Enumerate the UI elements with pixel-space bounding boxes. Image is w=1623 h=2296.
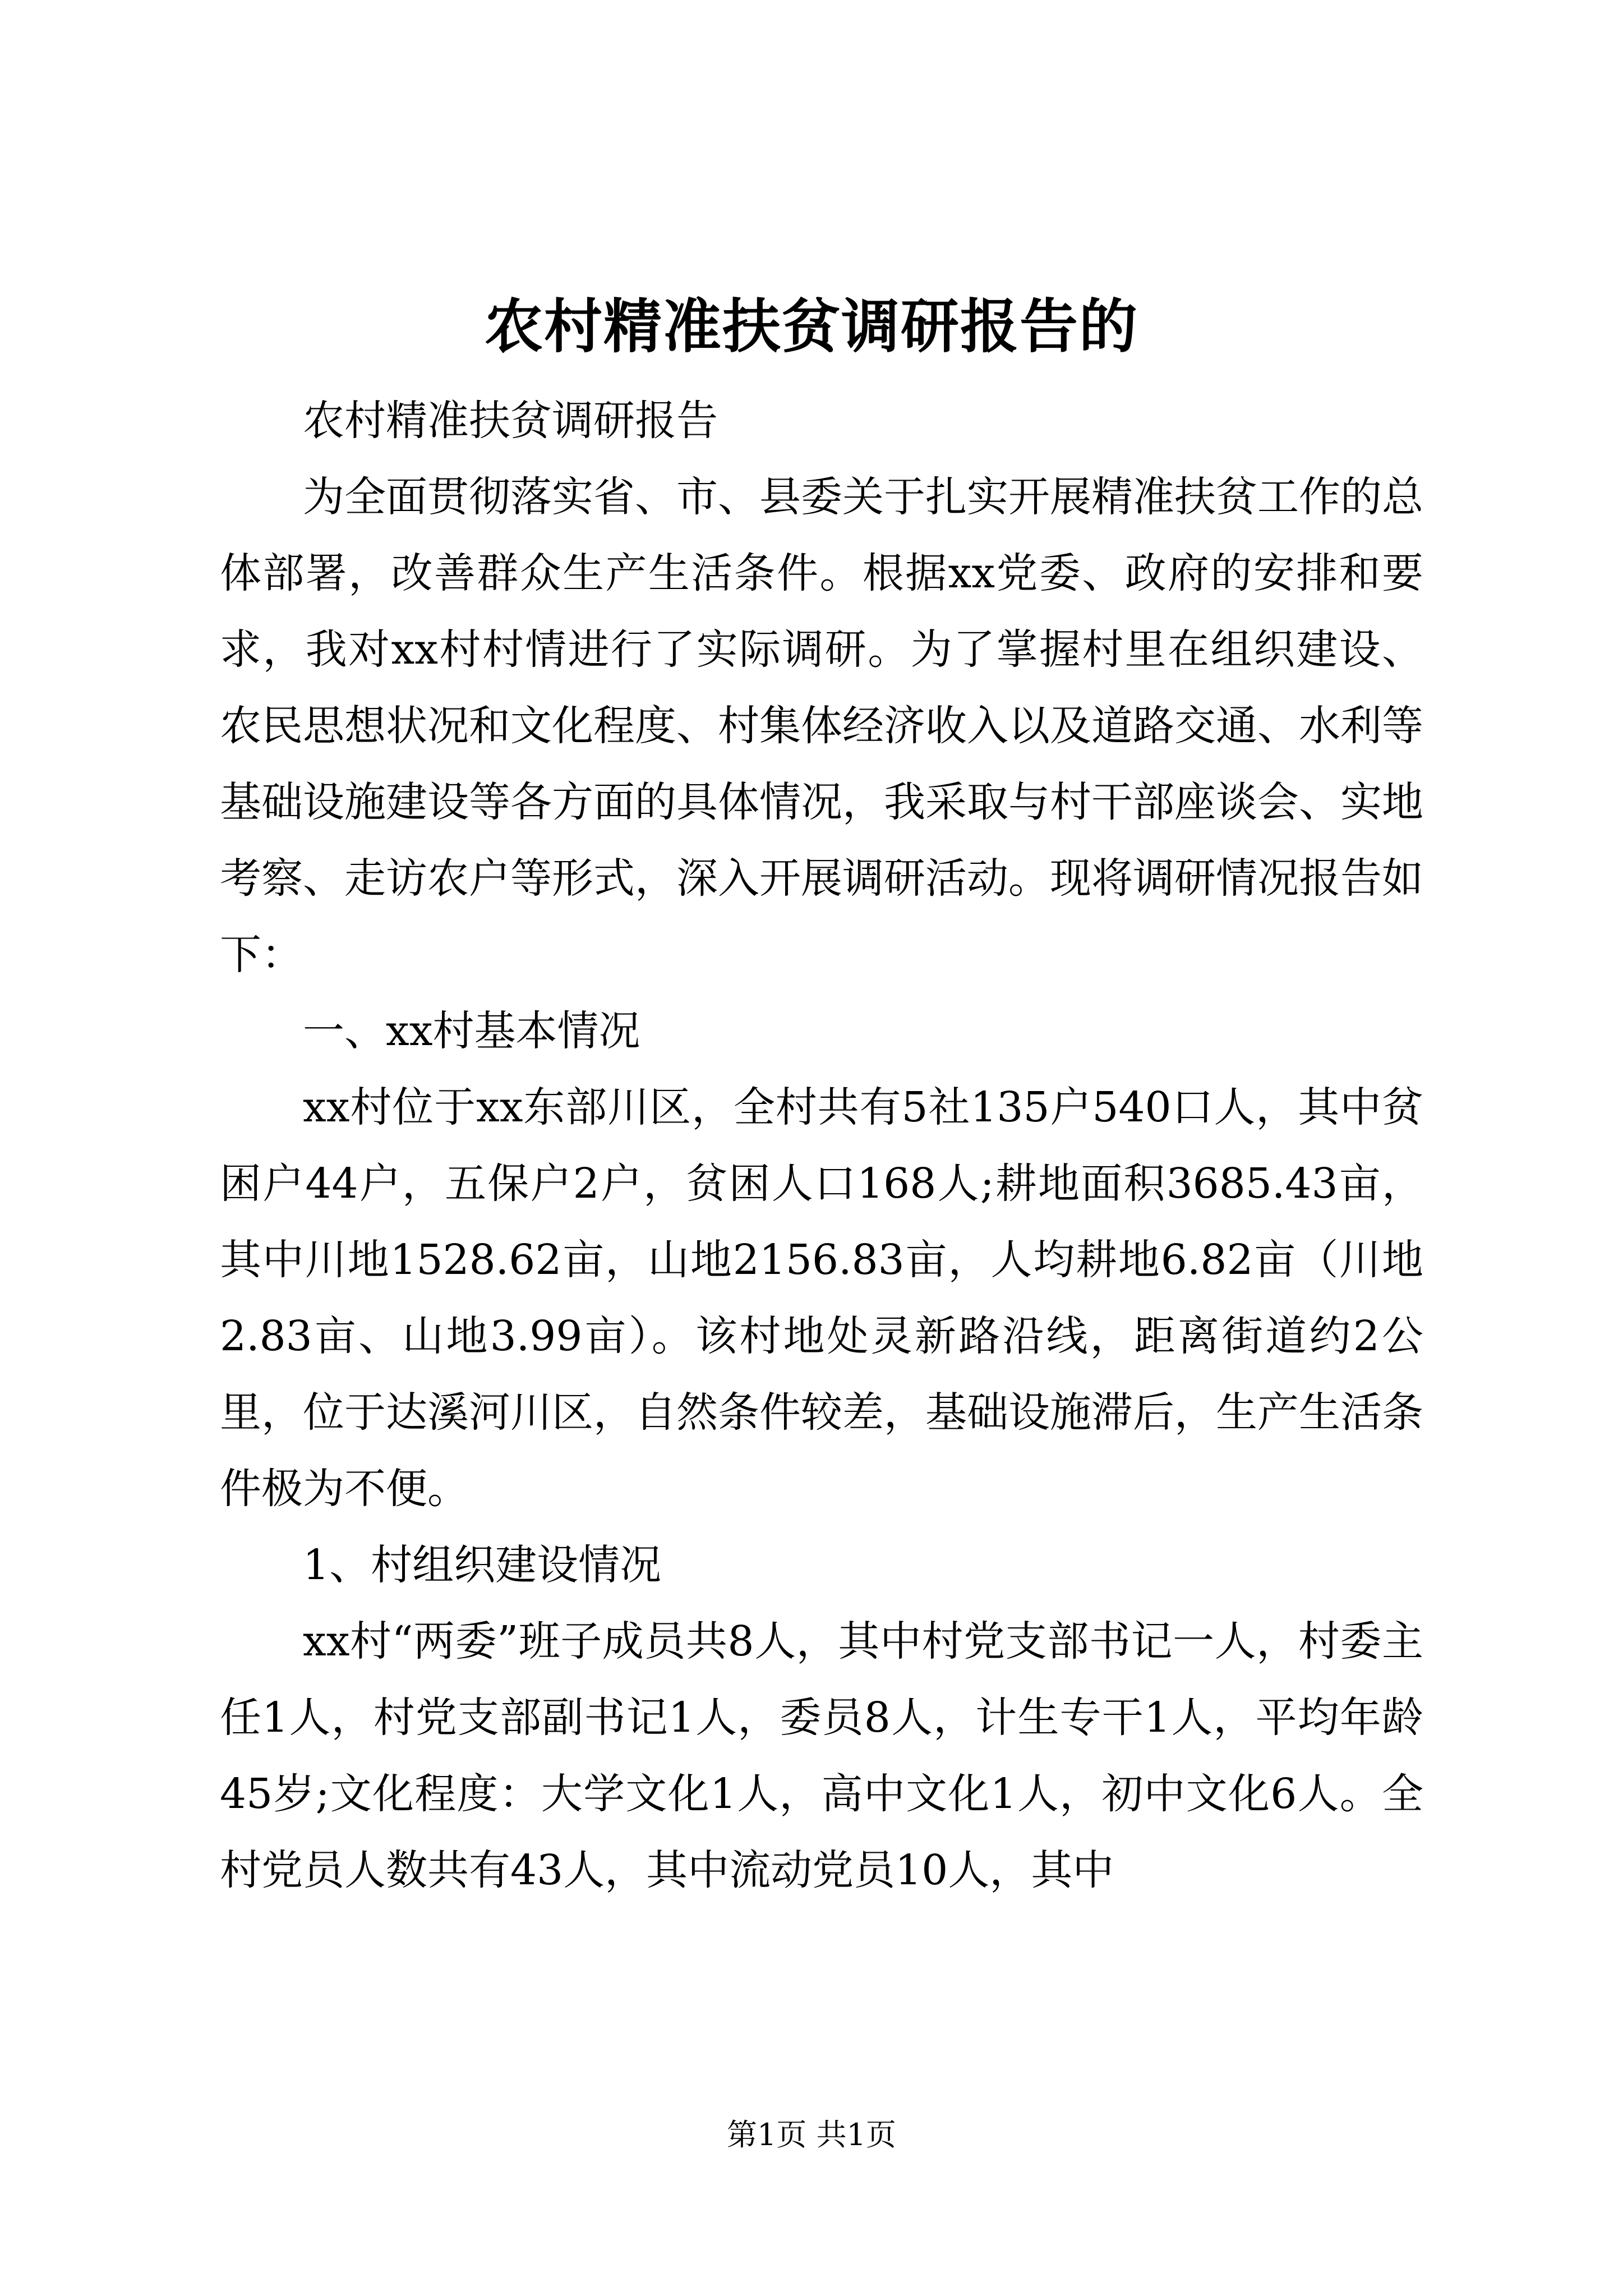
- organization-paragraph: xx村“两委”班子成员共8人，其中村党支部书记一人，村委主任1人，村党支部副书记1人，委员8人，计生专干1人，平均年龄45岁;文化程度：大学文化1人，高中文化1人，初中文化6人。全村党员人数共有43人，其中流动党员10人，其中: [220, 1617, 1423, 1894]
- intro-paragraph: 为全面贯彻落实省、市、县委关于扎实开展精准扶贫工作的总体部署，改善群众生产生活条件。根据xx党委、政府的安排和要求，我对xx村村情进行了实际调研。为了掌握村里在组织建设、农民思想状况和文化程度、村集体经济收入以及道路交通、水利等基础设施建设等各方面的具体情况，我采取与村干部座谈会、实地考察、走访农户等形式，深入开展调研活动。现将调研情况报告如下：: [220, 473, 1423, 979]
- document-title: 农村精准扶贫调研报告的: [484, 292, 1138, 361]
- basic-info-paragraph: xx村位于xx东部川区，全村共有5社135户540口人，其中贫困户44户，五保户2户，贫困人口168人;耕地面积3685.43亩，其中川地1528.62亩，山地2156.83亩，人均耕地6.82亩（川地2.83亩、山地3.99亩）。该村地处灵新路沿线，距离街道约2公里，位于达溪河川区，自然条件较差，基础设施滞后，生产生活条件极为不便。: [220, 1083, 1423, 1513]
- subsection-heading-organization: 1、村组织建设情况: [303, 1541, 662, 1589]
- document-body: [220, 383, 1423, 1908]
- page-footer: 第1页 共1页: [727, 2117, 896, 2152]
- subtitle-paragraph: 农村精准扶贫调研报告: [303, 397, 718, 445]
- section-heading-basic-info: 一、xx村基本情况: [303, 1007, 640, 1055]
